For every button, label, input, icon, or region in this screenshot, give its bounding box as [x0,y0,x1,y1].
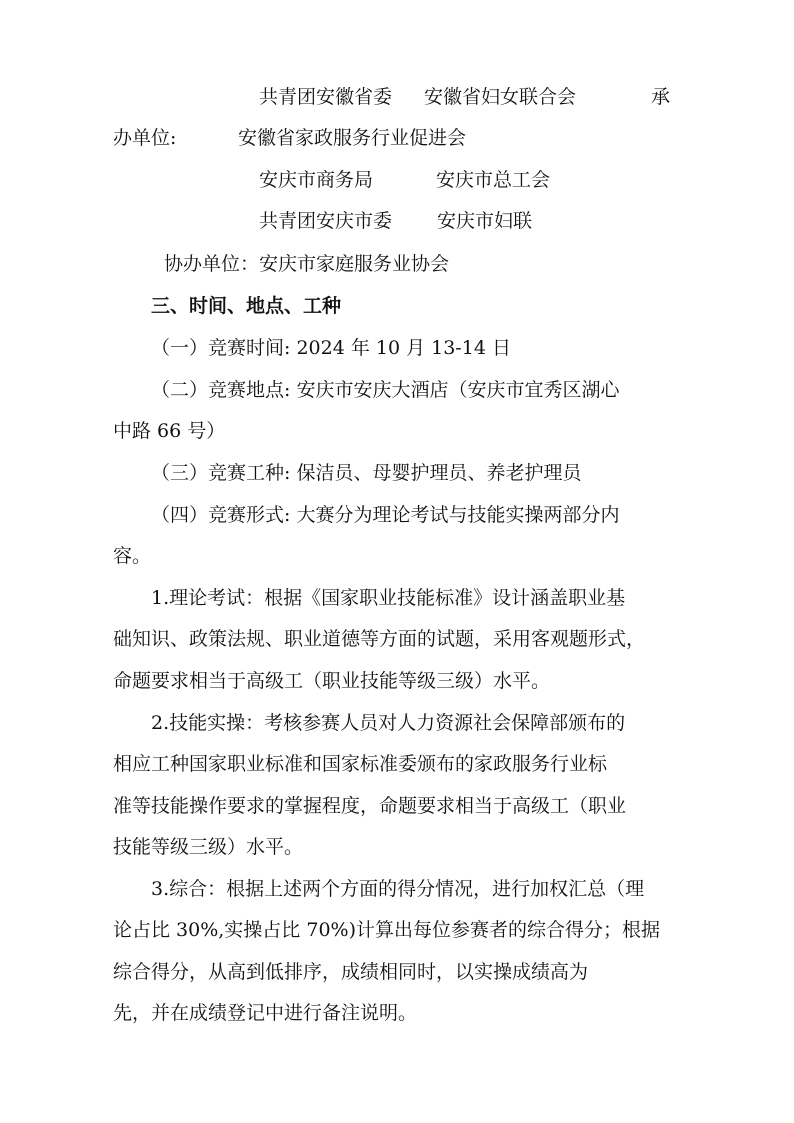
theory-exam-line-2: 础知识、政策法规、职业道德等方面的试题，采用客观题形式， [113,628,646,650]
skill-practice-line-1: 2.技能实操：考核参赛人员对人力资源社会保障部颁布的 [151,712,626,734]
competition-format-line-2: 容。 [113,545,152,567]
org-communist-youth-league-anqing: 共青团安庆市委 [259,210,393,232]
co-organizer-line: 协办单位：安庆市家庭服务业协会 [164,253,450,275]
competition-job-types-line: （三）竞赛工种: 保洁员、母婴护理员、养老护理员 [151,462,582,484]
undertaking-prefix-char: 承 [651,86,671,108]
org-anhui-womens-federation: 安徽省妇女联合会 [424,86,577,108]
theory-exam-line-1: 1.理论考试：根据《国家职业技能标准》设计涵盖职业基 [151,587,626,609]
org-communist-youth-league-anhui: 共青团安徽省委 [259,86,393,108]
competition-time-line: （一）竞赛时间: 2024 年 10 月 13-14 日 [151,337,511,359]
skill-practice-line-2: 相应工种国家职业标准和国家标准委颁布的家政服务行业标 [113,753,608,775]
org-anqing-womens-federation: 安庆市妇联 [437,210,533,232]
section-heading-time-place-type: 三、时间、地点、工种 [151,295,342,317]
org-anqing-commerce-bureau: 安庆市商务局 [259,169,374,191]
competition-venue-line-1: （二）竞赛地点: 安庆市安庆大酒店（安庆市宜秀区湖心 [151,379,620,401]
competition-venue-line-2: 中路 66 号） [113,420,226,442]
comprehensive-line-3: 综合得分，从高到低排序，成绩相同时，以实操成绩高为 [113,961,589,983]
skill-practice-line-4: 技能等级三级）水平。 [113,836,304,858]
org-anqing-federation-trade-unions: 安庆市总工会 [436,169,551,191]
undertaking-unit-main: 安徽省家政服务行业促进会 [238,127,467,149]
skill-practice-line-3: 准等技能操作要求的掌握程度，命题要求相当于高级工（职业 [113,795,627,817]
comprehensive-line-1: 3.综合：根据上述两个方面的得分情况，进行加权汇总（理 [151,878,645,900]
theory-exam-line-3: 命题要求相当于高级工（职业技能等级三级）水平。 [113,670,551,692]
competition-format-line-1: （四）竞赛形式: 大赛分为理论考试与技能实操两部分内 [151,504,620,526]
comprehensive-line-4: 先，并在成绩登记中进行备注说明。 [113,1002,418,1024]
comprehensive-line-2: 论占比 30%,实操占比 70%)计算出每位参赛者的综合得分；根据 [113,919,660,941]
undertaking-label: 办单位: [113,127,177,149]
